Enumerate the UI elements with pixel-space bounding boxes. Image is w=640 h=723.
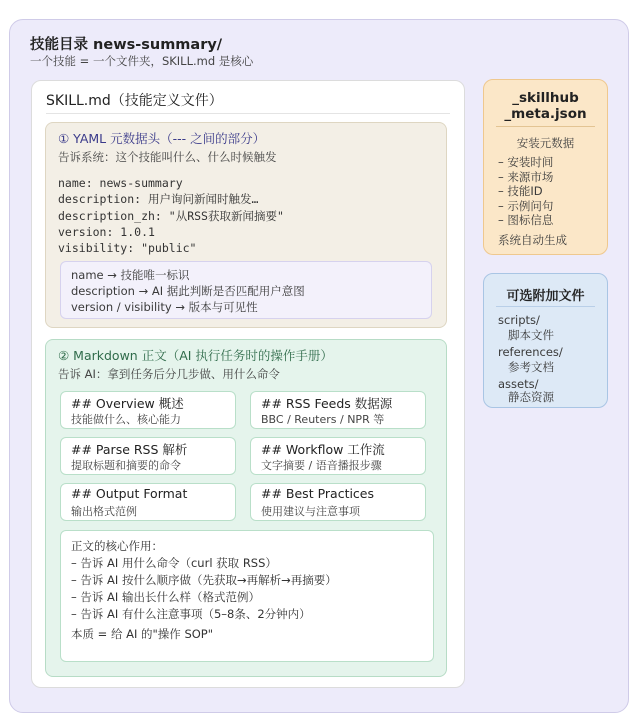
core-line: – 告诉 AI 用什么命令（curl 获取 RSS） [71, 556, 277, 570]
divider [46, 113, 450, 114]
section-card-overview [60, 391, 236, 429]
skillhub-meta-box [483, 79, 608, 255]
skill-md-box [31, 80, 465, 688]
optional-item-name: scripts/ [498, 313, 540, 327]
meta-item: – 技能ID [498, 184, 543, 198]
meta-item: – 图标信息 [498, 213, 554, 227]
meta-list [498, 155, 553, 228]
divider [496, 306, 595, 307]
section-card-parse-rss [60, 437, 236, 475]
note-line: name → 技能唯一标识 [71, 268, 190, 282]
card-desc: 技能做什么、核心能力 [71, 413, 181, 426]
card-desc: 输出格式范例 [71, 505, 137, 518]
card-desc: 文字摘要 / 语音播报步骤 [261, 459, 382, 472]
meta-title-line: _meta.json [504, 106, 587, 122]
yaml-notes [60, 261, 432, 319]
yaml-code-block [58, 175, 284, 256]
section-card-workflow [250, 437, 426, 475]
core-purpose-box [60, 530, 434, 662]
meta-title-line: _skillhub [512, 90, 579, 106]
note-line: description → AI 据此判断是否匹配用户意图 [71, 284, 305, 298]
skill-md-title: SKILL.md（技能定义文件） [46, 93, 223, 109]
meta-item: – 来源市场 [498, 169, 554, 184]
meta-item: – 示例问句 [498, 198, 554, 213]
yaml-section [45, 122, 447, 328]
card-heading: ## Overview 概述 [71, 396, 184, 411]
optional-title: 可选附加文件 [506, 289, 585, 304]
card-desc: 提取标题和摘要的命令 [71, 459, 181, 472]
meta-subtitle: 安装元数据 [516, 136, 575, 150]
card-heading: ## Output Format [71, 486, 188, 501]
meta-title [484, 90, 607, 122]
divider [496, 126, 595, 127]
section-card-rss-feeds [250, 391, 426, 429]
card-desc: 使用建议与注意事项 [261, 505, 360, 518]
optional-item-name: references/ [498, 345, 563, 359]
card-heading: ## Best Practices [261, 486, 375, 501]
core-line: – 告诉 AI 按什么顺序做（先获取→再解析→再摘要） [71, 573, 337, 587]
section-card-best-practices [250, 483, 426, 521]
optional-item-desc: 参考文档 [508, 360, 554, 374]
card-heading: ## Workflow 工作流 [261, 442, 385, 457]
core-line: – 告诉 AI 有什么注意事项（5–8条、2分钟内） [71, 607, 311, 621]
directory-title: 技能目录 news-summary/ [30, 37, 223, 53]
card-heading: ## RSS Feeds 数据源 [261, 396, 393, 411]
section-card-output-format [60, 483, 236, 521]
core-summary: 本质 = 给 AI 的"操作 SOP" [71, 627, 214, 641]
code-line: version: 1.0.1 [58, 224, 155, 239]
optional-item-name: assets/ [498, 377, 539, 391]
core-line: – 告诉 AI 输出长什么样（格式范例） [71, 590, 260, 604]
code-line: visibility: "public" [58, 241, 197, 256]
meta-footer: 系统自动生成 [498, 233, 567, 247]
meta-item: – 安装时间 [498, 155, 554, 169]
optional-item-desc: 脚本文件 [508, 328, 554, 342]
yaml-subtitle: 告诉系统：这个技能叫什么、什么时候触发 [58, 150, 277, 164]
card-desc: BBC / Reuters / NPR 等 [261, 413, 385, 426]
yaml-title: ① YAML 元数据头（--- 之间的部分） [58, 131, 266, 146]
core-line: 正文的核心作用： [71, 539, 163, 553]
code-line: description: 用户询问新闻时触发… [58, 192, 259, 207]
code-line: name: news-summary [58, 176, 183, 190]
note-line: version / visibility → 版本与可见性 [71, 300, 258, 314]
markdown-title: ② Markdown 正文（AI 执行任务时的操作手册） [58, 348, 333, 363]
directory-subtitle: 一个技能 = 一个文件夹，SKILL.md 是核心 [30, 54, 254, 68]
optional-files-box [483, 273, 608, 408]
optional-item-desc: 静态资源 [508, 390, 554, 404]
markdown-section [45, 339, 447, 677]
card-heading: ## Parse RSS 解析 [71, 442, 188, 457]
code-line: description_zh: "从RSS获取新闻摘要" [58, 208, 284, 223]
markdown-subtitle: 告诉 AI：拿到任务后分几步做、用什么命令 [58, 367, 280, 381]
